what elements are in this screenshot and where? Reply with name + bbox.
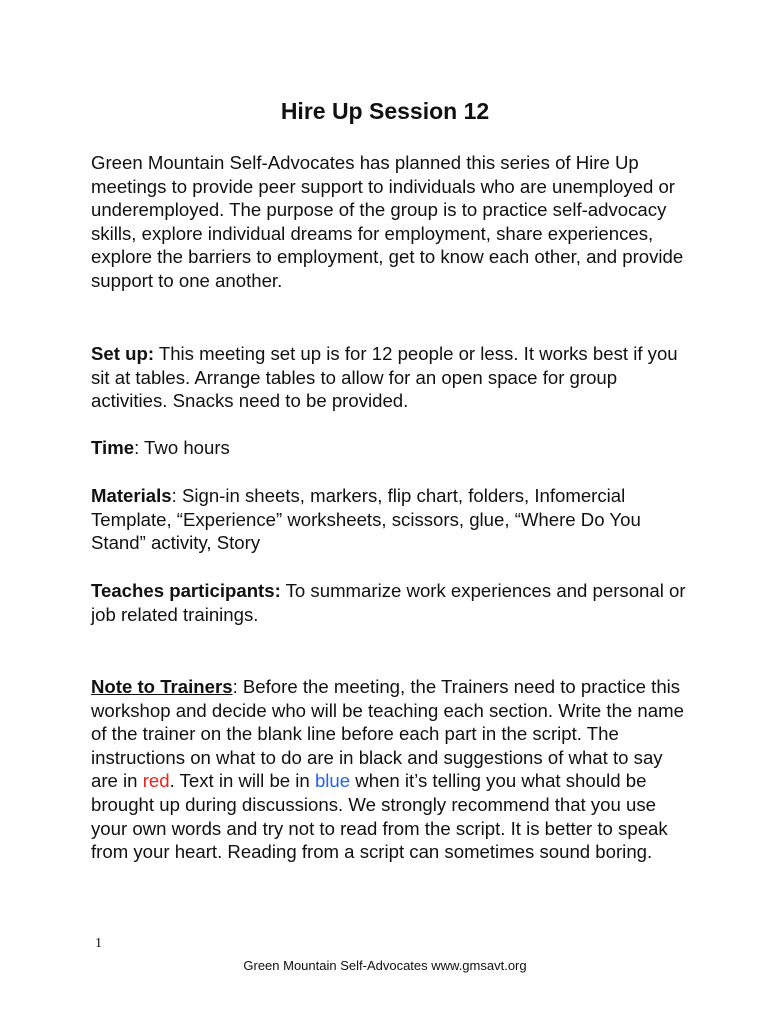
- teaches-paragraph: [91, 579, 691, 626]
- materials-text: : Sign-in sheets, markers, flip chart, folders, Infomercial Template, “Experience” worksheets, scissors, glue, “Where Do You Stand” activity, Story: [91, 485, 641, 554]
- note-paragraph: [91, 675, 691, 864]
- note-red-word: red: [142, 770, 170, 792]
- time-paragraph: [91, 436, 691, 460]
- note-text-part1: : Before the meeting, the Trainers need to practice this workshop and decide who will be teaching each section. Write the name of the trainer on the blank line before each part in the script. The instructions on what to do are in black and suggestions of what to say are in: [91, 676, 684, 792]
- time-text: : Two hours: [134, 437, 230, 458]
- materials-paragraph: [91, 484, 691, 555]
- intro-paragraph: Green Mountain Self-Advocates has planned this series of Hire Up meetings to provide peer support to individuals who are unemployed or underemployed. The purpose of the group is to practice self-advocacy skills, explore individual dreams for employment, share experiences, explore the barriers to employment, get to know each other, and provide support to one another.: [91, 152, 684, 291]
- note-label: Note to Trainers: [91, 676, 233, 697]
- teaches-label: Teaches participants:: [91, 580, 281, 601]
- time-label: Time: [91, 437, 135, 458]
- page-title: Hire Up Session 12: [280, 98, 490, 124]
- materials-label: Materials: [91, 485, 172, 506]
- page-number: 1: [95, 936, 102, 951]
- setup-label: Set up:: [91, 343, 155, 364]
- setup-text: This meeting set up is for 12 people or less. It works best if you sit at tables. Arrange tables to allow for an open space for group activities. Snacks need to be provided.: [91, 343, 678, 412]
- setup-paragraph: [91, 342, 691, 413]
- note-blue-word: blue: [314, 770, 351, 792]
- note-text-part3: when it’s telling you what should be brought up during discussions. We strongly recommend that you use your own words and try not to read from the script. It is better to speak from your heart. Reading from a script can sometimes sound boring.: [91, 770, 668, 863]
- page-footer: Green Mountain Self-Advocates www.gmsavt.org: [243, 958, 527, 973]
- note-text-part2: . Text in will be in: [169, 770, 315, 792]
- teaches-text: To summarize work experiences and personal or job related trainings.: [91, 580, 686, 625]
